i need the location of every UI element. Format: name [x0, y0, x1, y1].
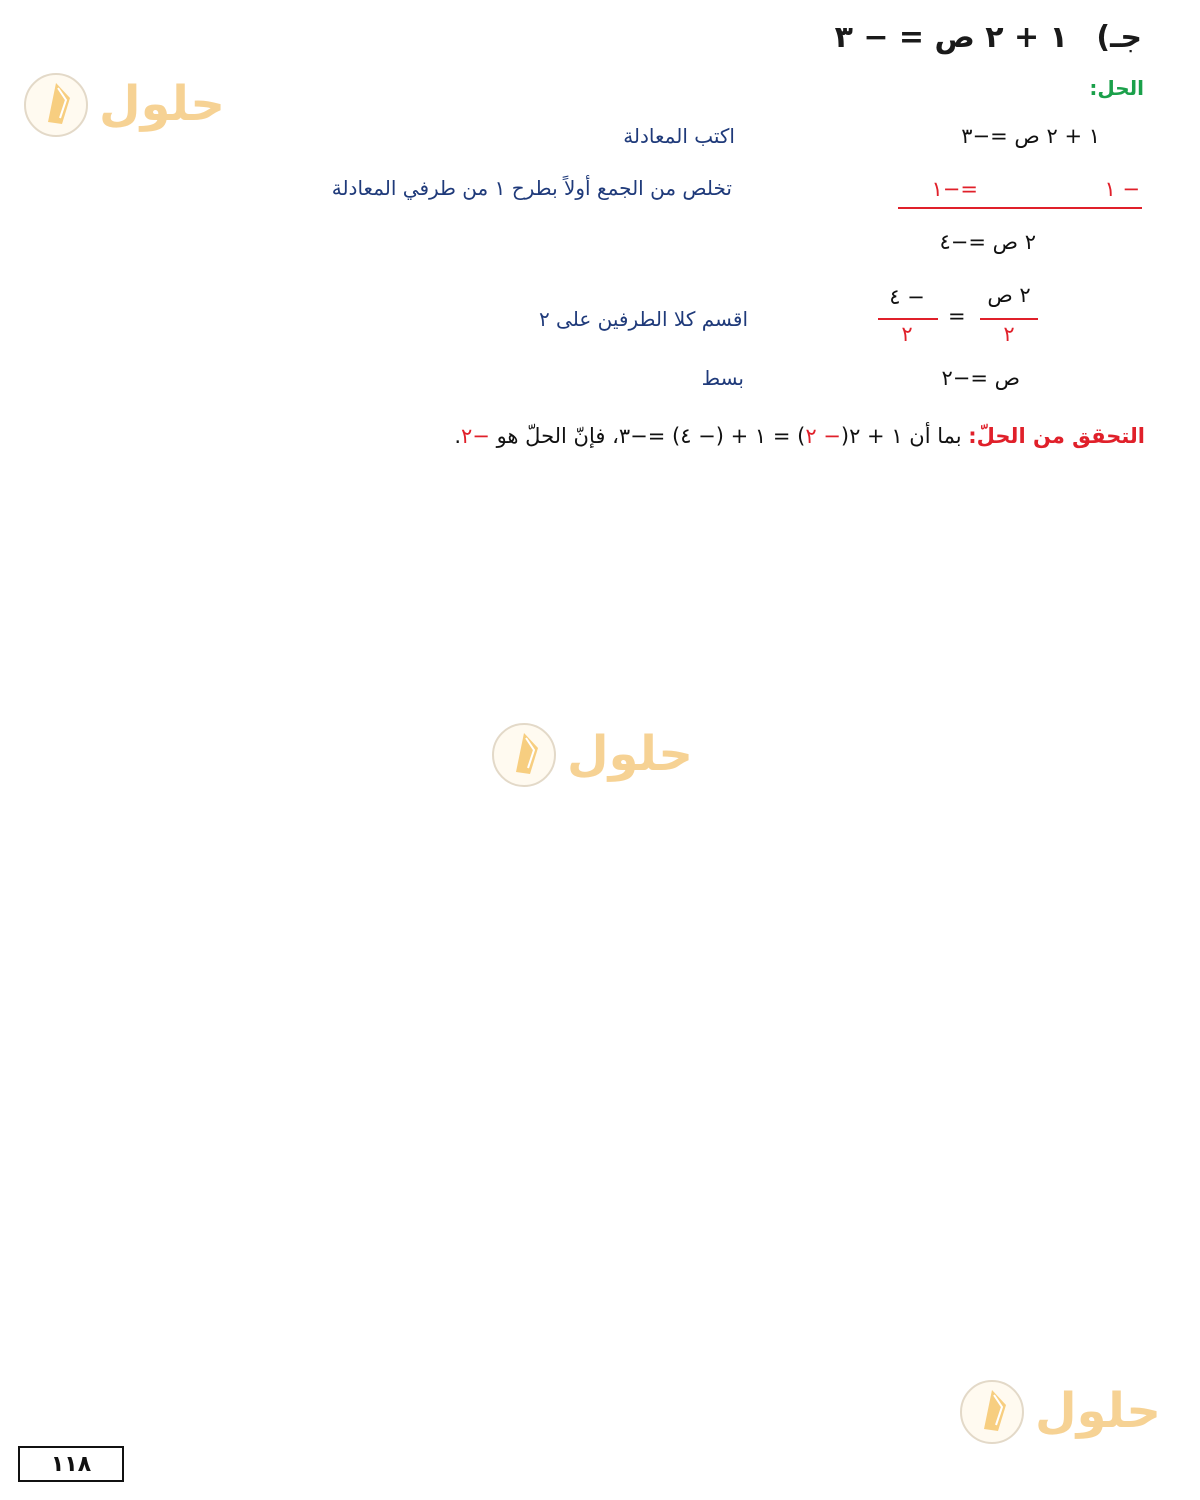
watermark-text-bottom: حلول — [1035, 1383, 1161, 1439]
fraction-right-numerator: − ٤ — [889, 285, 925, 309]
fraction-equals: = — [948, 304, 966, 328]
watermark-text-center: حلول — [567, 726, 693, 782]
step-2-math-right: =−١ — [931, 177, 978, 201]
page-number-text: ١١٨ — [50, 1451, 92, 1477]
problem-label: جـ) — [1096, 20, 1142, 55]
step-2-note: تخلص من الجمع أولاً بطرح ١ من طرفي المعادلة — [331, 176, 732, 200]
step-5-note: بسط — [701, 366, 744, 390]
verification-text-a: بما أن ١ + ٢( — [840, 424, 969, 448]
step-1-note: اكتب المعادلة — [623, 124, 735, 148]
watermark-text-top: حلول — [99, 76, 225, 132]
page-number — [18, 1446, 124, 1482]
problem-header — [835, 20, 1142, 55]
fraction-left-numerator: ٢ ص — [987, 283, 1031, 307]
verification-text-c: . — [454, 424, 462, 448]
step-1-math: ١ + ٢ ص =−٣ — [961, 124, 1100, 148]
logo-icon — [22, 58, 232, 148]
verification-value-a: − ٢ — [805, 424, 841, 448]
verification-label: التحقق من الحلّ: — [968, 424, 1145, 448]
verification-line — [454, 424, 1145, 448]
watermark-logo-bottom — [958, 1365, 1168, 1455]
watermark-logo-center — [490, 708, 700, 798]
problem-equation: ١ + ٢ ص = − ٣ — [834, 20, 1068, 55]
fraction-left-denominator: ٢ — [1003, 322, 1015, 346]
step-4-note: اقسم كلا الطرفين على ٢ — [538, 307, 748, 331]
fraction-left-bar — [980, 318, 1038, 320]
step-5-math: ص =−٢ — [941, 366, 1020, 390]
solution-label: الحل: — [1089, 76, 1144, 100]
logo-icon — [958, 1365, 1168, 1455]
fraction-right-denominator: ٢ — [901, 322, 913, 346]
verification-value-b: −٢ — [461, 424, 490, 448]
watermark-logo-top — [22, 58, 232, 148]
step-2-math-left: − ١ — [1104, 177, 1140, 201]
verification-text-b: ) = ١ + (− ٤) =−٣، فإنّ الحلّ هو — [489, 424, 806, 448]
fraction-right-bar — [878, 318, 938, 320]
subtraction-rule — [898, 207, 1142, 209]
logo-icon — [490, 708, 700, 798]
step-3-math: ٢ ص =−٤ — [939, 230, 1036, 254]
